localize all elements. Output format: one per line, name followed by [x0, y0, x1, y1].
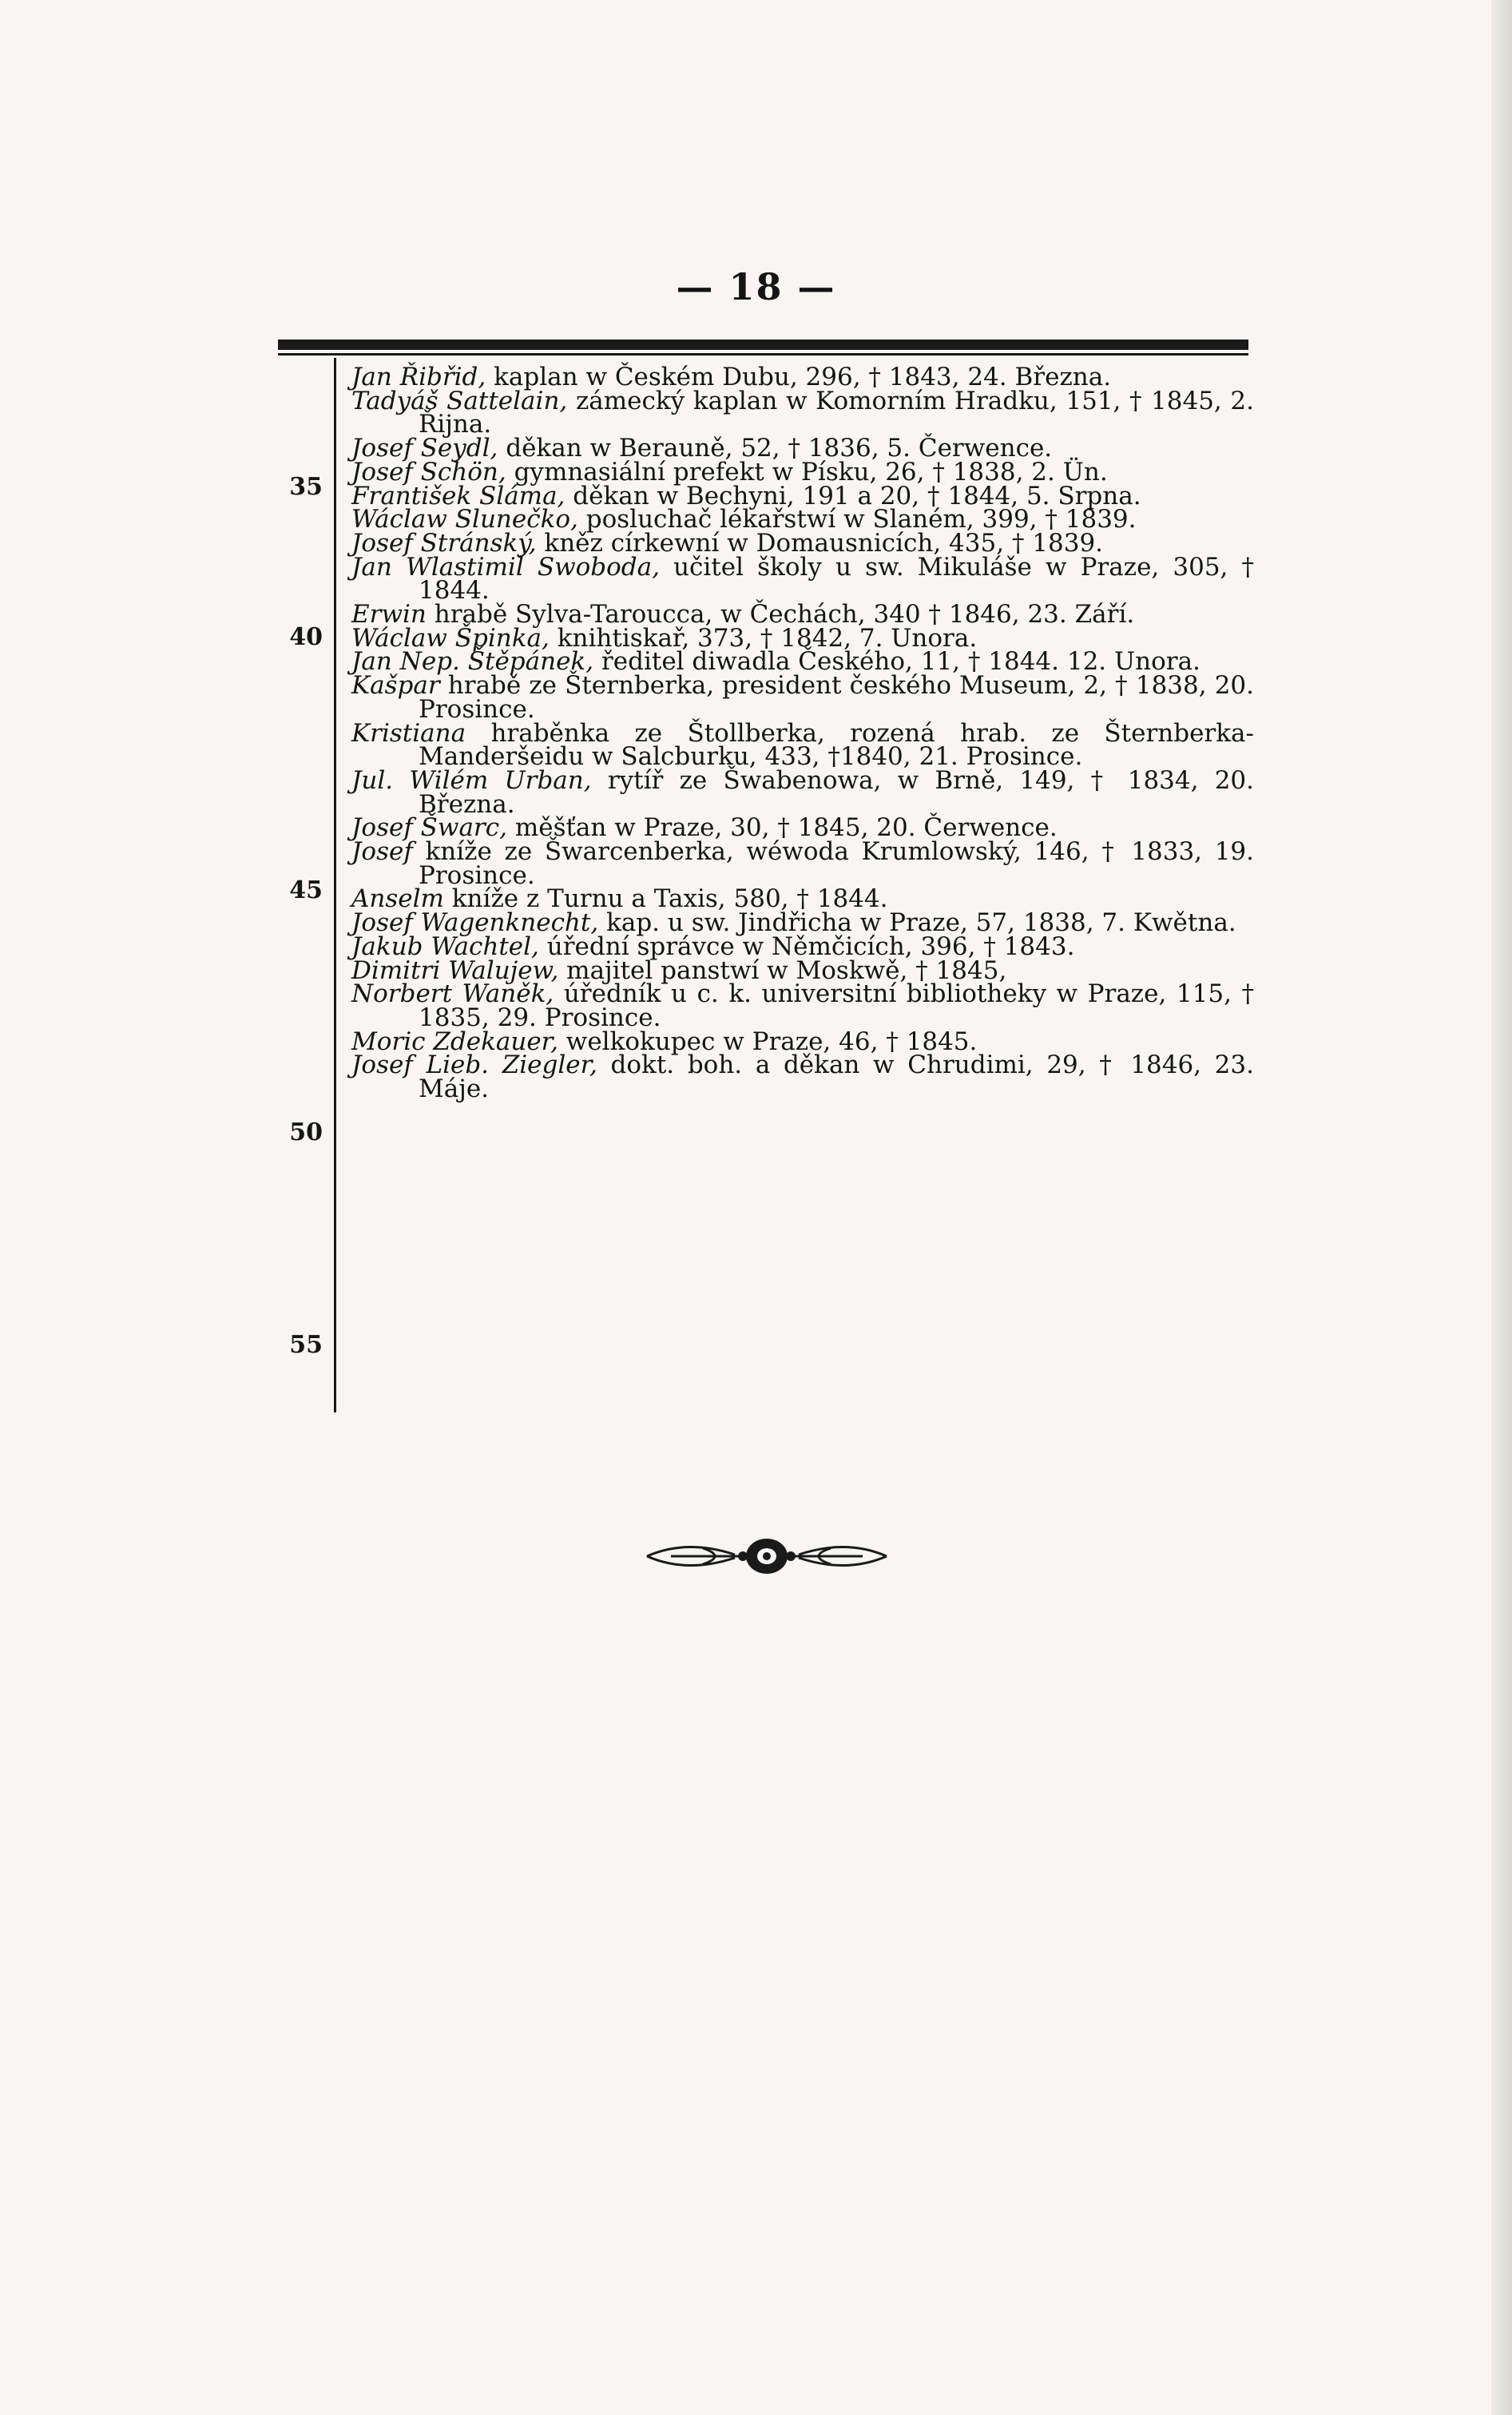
line-number: 35 — [289, 473, 323, 501]
person-name: Moric Zdekauer, — [351, 1027, 558, 1056]
entry-text: dokt. boh. a děkan w Chrudimi, 29, † 1846, 23. Máje. — [419, 1051, 1254, 1104]
entry-text: hraběnka ze Štollberka, rozená hrab. ze Šternberka-Manderšeidu w Salcburku, 433, †1840, 21. Prosince. — [419, 718, 1254, 772]
entry-text: majitel panstwí w Moskwě, † 1845, — [558, 955, 1007, 985]
list-item — [351, 552, 1254, 606]
entry-text: posluchač lékařstwí w Slaném, 399, † 1839. — [577, 505, 1137, 534]
list-item — [351, 386, 1255, 439]
entry-text: kníže z Turnu a Taxis, 580, † 1844. — [443, 884, 888, 914]
person-name: Dimitri Walujew, — [351, 955, 559, 985]
entry-text: zámecký kaplan w Komorním Hradku, 151, † 1845, 2. Řijna. — [419, 386, 1255, 439]
entry-text: welkokupec w Praze, 46, † 1845. — [558, 1027, 978, 1056]
person-name: Wáclaw Špinka, — [351, 623, 550, 653]
list-item — [351, 671, 1254, 724]
entry-text: měšťan w Praze, 30, † 1845, 20. Čerwence. — [506, 813, 1058, 843]
entry-text: rytíř ze Šwabenowa, w Brně, 149, † 1834, 20. Března. — [419, 765, 1254, 819]
line-number: 55 — [289, 1331, 323, 1359]
person-name: Jan Řibřid, — [351, 363, 486, 391]
person-name: Josef Schön, — [351, 457, 506, 487]
person-name: Anselm — [351, 884, 444, 914]
person-name: Tadyáš Sattelain, — [351, 386, 568, 415]
person-name: Wáclaw Slunečko, — [351, 505, 578, 534]
person-name: Josef Lieb. Ziegler, — [351, 1051, 597, 1080]
entry-text: gymnasiální prefekt w Písku, 26, † 1838, 2. Ün. — [506, 457, 1108, 487]
person-name: Josef Wagenknecht, — [351, 908, 599, 938]
entry-text: kníže ze Šwarcenberka, wéwoda Krumlowský, 146, † 1833, 19. Prosince. — [412, 837, 1254, 890]
page-number: — 18 — — [676, 265, 836, 308]
person-name: Josef Šwarc, — [351, 813, 507, 843]
page-edge — [1491, 0, 1512, 2415]
line-number: 50 — [289, 1118, 323, 1146]
entry-text: úřední správce w Němčicích, 396, † 1843. — [538, 931, 1075, 961]
person-name: František Sláma, — [351, 481, 566, 510]
person-name: Josef Stránský, — [351, 528, 537, 558]
margin-rule — [334, 358, 336, 1412]
person-name: Jul. Wilém Urban, — [351, 765, 592, 795]
entry-text: děkan w Berauně, 52, † 1836, 5. Čerwence. — [498, 434, 1053, 463]
person-name: Erwin — [351, 600, 427, 630]
list-item — [351, 837, 1254, 890]
entry-text: děkan w Bechyni, 191 a 20, † 1844, 5. Srpna. — [565, 481, 1141, 510]
entry-text: ředitel diwadla Českého, 11, † 1844. 12. Unora. — [593, 647, 1200, 677]
header-rule-thick — [278, 340, 1248, 350]
person-name: Kašpar — [351, 671, 440, 701]
person-name: Norbert Waněk, — [351, 979, 554, 1009]
line-number: 40 — [289, 623, 323, 651]
person-name: Jakub Wachtel, — [351, 931, 539, 961]
header-rule-thin — [278, 353, 1248, 355]
person-name: Jan Wlastimil Swoboda, — [351, 552, 660, 582]
entry-text: knihtiskař, 373, † 1842, 7. Unora. — [549, 623, 978, 653]
floral-divider-ornament-icon — [639, 1532, 895, 1580]
entry-text: úředník u c. k. universitní bibliotheky w Praze, 115, † 1835, 29. Prosince. — [419, 979, 1255, 1032]
person-name: Josef — [351, 837, 413, 867]
entry-text: kněz církewní w Domausnicích, 435, † 1839. — [536, 528, 1104, 558]
list-item — [351, 765, 1254, 819]
person-name: Kristiana — [351, 718, 466, 748]
entry-text: kap. u sw. Jindřicha w Praze, 57, 1838, 7. Kwětna. — [598, 908, 1236, 938]
list-item — [351, 1051, 1254, 1104]
obituary-list — [351, 363, 1255, 1104]
entry-text: učitel školy u sw. Mikuláše w Praze, 305, † 1844. — [419, 552, 1254, 606]
entry-text: kaplan w Českém Dubu, 296, † 1843, 24. Března. — [486, 363, 1112, 391]
entry-text: hrabě Sylva-Taroucca, w Čechách, 340 † 1846, 23. Září. — [426, 600, 1135, 630]
list-item — [351, 718, 1254, 772]
list-item — [351, 979, 1255, 1032]
line-number: 45 — [289, 876, 323, 904]
person-name: Jan Nep. Štěpánek, — [351, 647, 594, 677]
person-name: Josef Seydl, — [351, 434, 498, 463]
entry-text: hrabě ze Šternberka, president českého Museum, 2, † 1838, 20. Prosince. — [419, 671, 1254, 724]
